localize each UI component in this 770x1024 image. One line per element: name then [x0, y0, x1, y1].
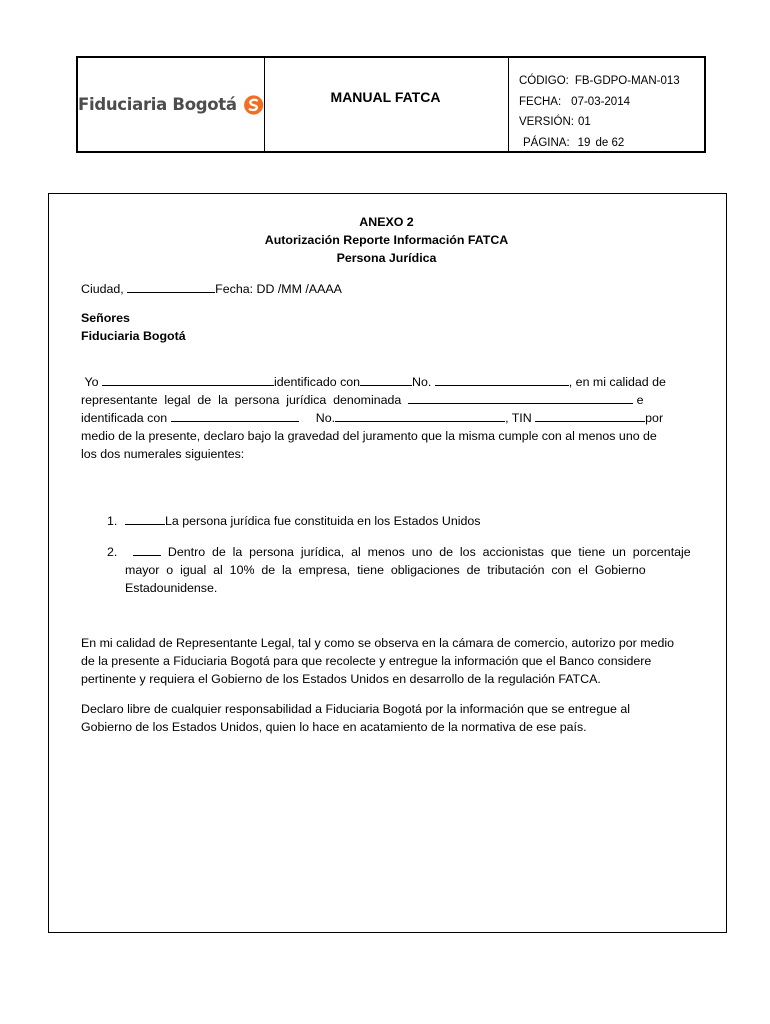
item-2-text-1: Dentro de la persona jurídica, al menos uno de los accionistas que tiene un porcentaje — [167, 545, 691, 559]
liability-line-1: Declaro libre de cualquier responsabilidad a Fiduciaria Bogotá por la información que se entregue al — [81, 702, 630, 716]
no2-text: No. — [315, 411, 336, 425]
identificada-text: identificada con — [81, 411, 168, 425]
declaration-line-4: medio de la presente, declaro bajo la gravedad del juramento que la misma cumple con al menos uno de — [81, 429, 657, 443]
logo-cell — [78, 58, 265, 151]
annex-number: ANEXO 2 — [359, 215, 414, 229]
por-text: por — [645, 411, 664, 425]
manual-title: MANUAL FATCA — [265, 58, 509, 151]
item-2-check-blank[interactable] — [133, 543, 161, 556]
calidad-text: , en mi calidad de — [568, 375, 666, 389]
list-item-2 — [81, 543, 692, 597]
authorization-line-3: pertinente y requiera el Gobierno de los Estados Unidos en desarrollo de la regulación FATCA. — [81, 672, 601, 686]
authorization-line-1: En mi calidad de Representante Legal, tal y como se observa en la cámara de comercio, autorizo por medio — [81, 636, 675, 650]
version-value: 01 — [577, 116, 591, 128]
pagina-total: de 62 — [595, 136, 625, 149]
fecha-label: FECHA: — [519, 95, 562, 108]
liability-paragraph — [81, 700, 692, 736]
tin-blank[interactable] — [535, 409, 645, 422]
item-1-number: 1. — [107, 514, 118, 528]
tin-text: , TIN — [505, 411, 532, 425]
codigo-label: CÓDIGO: — [519, 75, 569, 87]
pagina-row — [519, 133, 704, 154]
declaration-line-2 — [81, 391, 692, 409]
representante-text: representante legal de la persona jurídica denominada — [81, 393, 402, 407]
city-date-line — [81, 280, 692, 298]
ciudad-label: Ciudad, — [81, 282, 124, 296]
authorization-line-2: de la presente a Fiduciaria Bogotá para que recolecte y entregue la información que el Banco considere — [81, 654, 652, 668]
authorization-paragraph — [81, 634, 692, 688]
item-2-line-3: Estadounidense. — [125, 581, 218, 595]
logo-text: Fiduciaria Bogotá — [78, 95, 237, 114]
codigo-value: FB-GDPO-MAN-013 — [574, 75, 680, 87]
list-item-1 — [81, 512, 692, 530]
tipo-doc-blank[interactable] — [171, 409, 299, 422]
salutation: Señores — [81, 311, 130, 325]
item-2-number: 2. — [107, 545, 118, 559]
annex-title: Autorización Reporte Información FATCA — [264, 233, 509, 247]
fecha-value: 07-03-2014 — [571, 95, 630, 108]
pagina-value: 19 — [577, 136, 591, 149]
e-text: e — [636, 393, 644, 407]
declaration-paragraph — [81, 373, 692, 463]
no-text: No. — [412, 375, 432, 389]
fecha-row — [519, 92, 704, 113]
document-header — [76, 56, 706, 153]
annex-content — [81, 213, 692, 736]
item-1-check-blank[interactable] — [125, 512, 165, 525]
document-metadata — [509, 58, 704, 151]
ciudad-blank[interactable] — [127, 280, 215, 293]
nit-blank[interactable] — [335, 409, 505, 422]
nombre-blank[interactable] — [102, 373, 274, 386]
numero-id-blank[interactable] — [435, 373, 569, 386]
tipo-id-blank[interactable] — [360, 373, 412, 386]
pagina-label: PÁGINA: — [523, 136, 570, 149]
liability-line-2: Gobierno de los Estados Unidos, quien lo hace en acatamiento de la normativa de ese país. — [81, 720, 587, 734]
identificado-text: identificado con — [273, 375, 361, 389]
fiduciaria-logo-icon — [243, 90, 264, 120]
declaration-line-3 — [81, 409, 692, 427]
version-label: VERSIÓN: — [519, 116, 574, 128]
item-2-line-1 — [125, 543, 692, 561]
razon-social-blank[interactable] — [408, 391, 633, 404]
item-2-line-2: mayor o igual al 10% de la empresa, tiene obligaciones de tributación con el Gobierno — [125, 563, 646, 577]
yo-text: Yo — [84, 375, 99, 389]
annex-subtitle: Persona Jurídica — [336, 251, 437, 265]
declaration-line-5: los dos numerales siguientes: — [81, 447, 245, 461]
item-1-text: La persona jurídica fue constituida en los Estados Unidos — [165, 514, 481, 528]
declaration-line-1 — [81, 373, 692, 391]
fecha-label: Fecha: DD /MM /AAAA — [215, 282, 342, 296]
recipient: Fiduciaria Bogotá — [81, 329, 186, 343]
version-row — [519, 112, 704, 133]
codigo-row — [519, 71, 704, 92]
